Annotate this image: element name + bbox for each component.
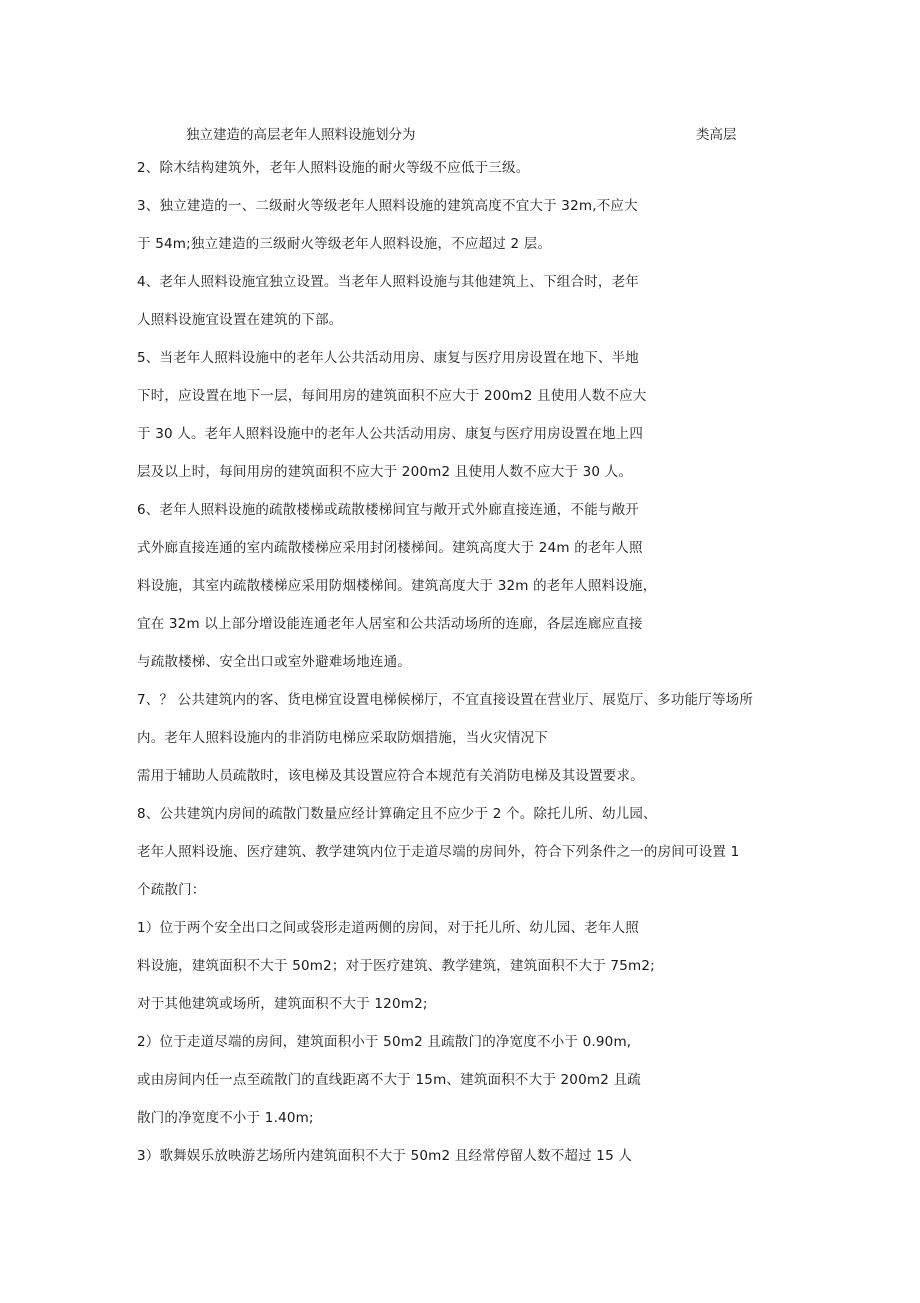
line-0-left: 独立建造的高层老年人照料设施划分为 <box>186 127 416 143</box>
text-line: 2、除木结构建筑外，老年人照料设施的耐火等级不应低于三级。 <box>137 160 530 176</box>
text-line: 7、？ 公共建筑内的客、货电梯宜设置电梯候梯厅，不宜直接设置在营业厅、展览厅、多功能厅等场所 <box>137 692 754 708</box>
text-line: 5、当老年人照料设施中的老年人公共活动用房、康复与医疗用房设置在地下、半地 <box>137 350 639 366</box>
text-line: 8、公共建筑内房间的疏散门数量应经计算确定且不应少于 2 个。除托儿所、幼儿园、 <box>137 806 657 822</box>
text-line: 与疏散楼梯、安全出口或室外避难场地连通。 <box>137 654 411 670</box>
text-line: 对于其他建筑或场所，建筑面积不大于 120m2; <box>137 996 428 1012</box>
text-line: 2）位于走道尽端的房间，建筑面积小于 50m2 且疏散门的净宽度不小于 0.90m, <box>137 1034 632 1050</box>
text-line: 人照料设施宜设置在建筑的下部。 <box>137 312 343 328</box>
text-line: 老年人照料设施、医疗建筑、教学建筑内位于走道尽端的房间外，符合下列条件之一的房间可设置 1 <box>137 844 740 860</box>
text-line: 于 30 人。老年人照料设施中的老年人公共活动用房、康复与医疗用房设置在地上四 <box>137 426 644 442</box>
text-line: 4、老年人照料设施宜独立设置。当老年人照料设施与其他建筑上、下组合时，老年 <box>137 274 639 290</box>
text-line: 需用于辅助人员疏散时，该电梯及其设置应符合本规范有关消防电梯及其设置要求。 <box>137 768 644 784</box>
text-line: 散门的净宽度不小于 1.40m; <box>137 1110 314 1126</box>
text-line: 于 54m;独立建造的三级耐火等级老年人照料设施，不应超过 2 层。 <box>137 236 552 252</box>
text-line: 3、独立建造的一、二级耐火等级老年人照料设施的建筑高度不宜大于 32m,不应大 <box>137 198 638 214</box>
text-line: 或由房间内任一点至疏散门的直线距离不大于 15m、建筑面积不大于 200m2 且疏 <box>137 1072 641 1088</box>
line-0-right: 类高层 <box>696 127 737 143</box>
text-line: 6、老年人照料设施的疏散楼梯或疏散楼梯间宜与敞开式外廊直接连通，不能与敞开 <box>137 502 639 518</box>
text-line: 宜在 32m 以上部分增设能连通老年人居室和公共活动场所的连廊，各层连廊应直接 <box>137 616 643 632</box>
text-line: 式外廊直接连通的室内疏散楼梯应采用封闭楼梯间。建筑高度大于 24m 的老年人照 <box>137 540 643 556</box>
text-line: 1）位于两个安全出口之间或袋形走道两侧的房间，对于托儿所、幼儿园、老年人照 <box>137 920 639 936</box>
text-line: 内。老年人照料设施内的非消防电梯应采取防烟措施，当火灾情况下 <box>137 730 548 746</box>
text-line: 个疏散门： <box>137 882 206 898</box>
text-line: 料设施，其室内疏散楼梯应采用防烟楼梯间。建筑高度大于 32m 的老年人照料设施， <box>137 578 657 594</box>
text-line: 下时，应设置在地下一层，每间用房的建筑面积不应大于 200m2 且使用人数不应大 <box>137 388 647 404</box>
text-line: 料设施，建筑面积不大于 50m2；对于医疗建筑、教学建筑，建筑面积不大于 75m2; <box>137 958 655 974</box>
text-line: 层及以上时，每间用房的建筑面积不应大于 200m2 且使用人数不应大于 30 人。 <box>137 464 633 480</box>
text-line: 3）歌舞娱乐放映游艺场所内建筑面积不大于 50m2 且经常停留人数不超过 15 人 <box>137 1148 633 1164</box>
